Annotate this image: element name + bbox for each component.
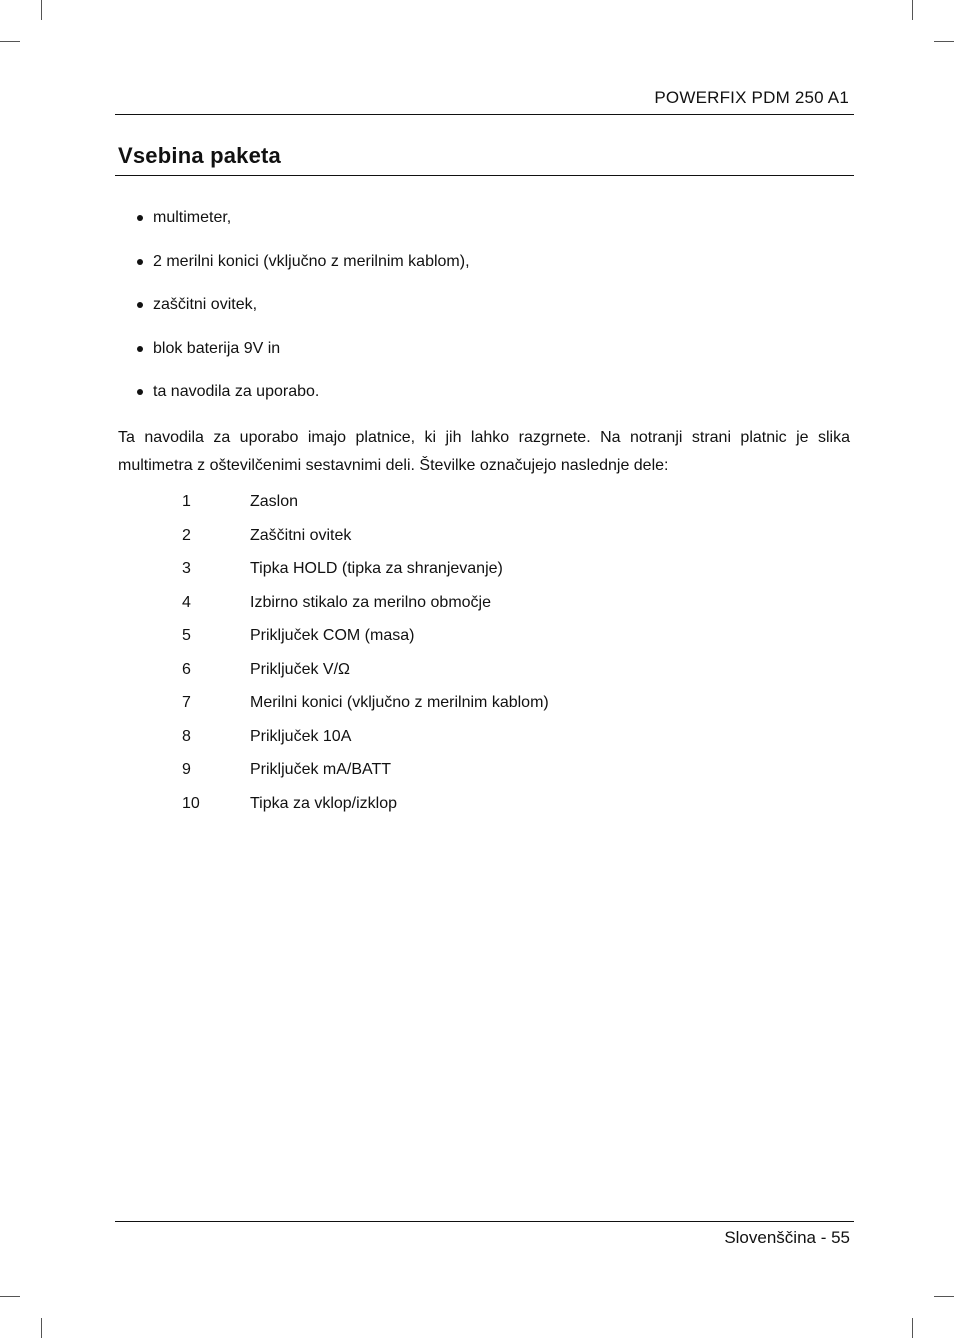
crop-mark: [934, 41, 954, 42]
bullet-icon: [137, 302, 143, 308]
part-label: Merilni konici (vključno z merilnim kablom): [250, 694, 549, 711]
parts-row: [182, 490, 549, 524]
part-number: 1: [182, 493, 191, 510]
section-title: Vsebina paketa: [118, 143, 281, 168]
part-label: Priključek COM (masa): [250, 627, 415, 644]
header-rule: [115, 114, 854, 115]
bullet-icon: [137, 389, 143, 395]
part-number: 3: [182, 560, 191, 577]
parts-row: [182, 758, 549, 792]
part-label: Tipka HOLD (tipka za shranjevanje): [250, 560, 503, 577]
part-label: Zaščitni ovitek: [250, 526, 352, 544]
parts-row: [182, 658, 549, 692]
bullet-icon: [137, 259, 143, 265]
part-label: Priključek mA/BATT: [250, 761, 392, 778]
list-item: multimeter,: [136, 207, 470, 251]
parts-row: [182, 624, 549, 658]
package-contents-list: [136, 207, 470, 425]
crop-mark: [912, 1318, 913, 1338]
part-label: Zaslon: [250, 493, 299, 510]
part-label: Priključek V/Ω: [250, 660, 350, 678]
part-number: 8: [182, 727, 191, 745]
part-number: 2: [182, 526, 191, 544]
part-number: 7: [182, 694, 191, 711]
parts-row: [182, 557, 549, 591]
crop-mark: [934, 1296, 954, 1297]
part-label: Priključek 10A: [250, 727, 352, 745]
parts-row: [182, 792, 549, 826]
crop-mark: [41, 0, 42, 20]
list-item: zaščitni ovitek,: [136, 294, 470, 338]
title-rule: [115, 175, 854, 176]
parts-row: [182, 725, 549, 759]
crop-mark: [0, 41, 20, 42]
part-label: Tipka za vklop/izklop: [250, 794, 398, 812]
part-number: 9: [182, 761, 191, 778]
list-item: ta navodila za uporabo.: [136, 381, 470, 425]
bullet-icon: [137, 215, 143, 221]
part-number: 4: [182, 593, 191, 611]
parts-list: [182, 490, 549, 825]
part-number: 5: [182, 627, 191, 644]
page-footer: Slovenščina - 55: [724, 1228, 850, 1247]
part-number: 6: [182, 660, 191, 678]
crop-mark: [0, 1296, 20, 1297]
part-label: Izbirno stikalo za merilno območje: [250, 593, 491, 611]
parts-row: [182, 591, 549, 625]
intro-paragraph: Ta navodila za uporabo imajo platnice, ki jih lahko razgrnete. Na notranji strani platnic je slika multimetra z oštevilčenimi sestavnimi deli. Številke označujejo naslednje dele:: [118, 429, 850, 474]
bullet-icon: [137, 346, 143, 352]
running-header: POWERFIX PDM 250 A1: [654, 88, 849, 107]
parts-row: [182, 691, 549, 725]
part-number: 10: [182, 794, 200, 812]
footer-rule: [115, 1221, 854, 1222]
list-item: blok baterija 9V in: [136, 338, 470, 382]
crop-mark: [912, 0, 913, 20]
parts-row: [182, 524, 549, 558]
crop-mark: [41, 1318, 42, 1338]
list-item: 2 merilni konici (vključno z merilnim kablom),: [136, 251, 470, 295]
